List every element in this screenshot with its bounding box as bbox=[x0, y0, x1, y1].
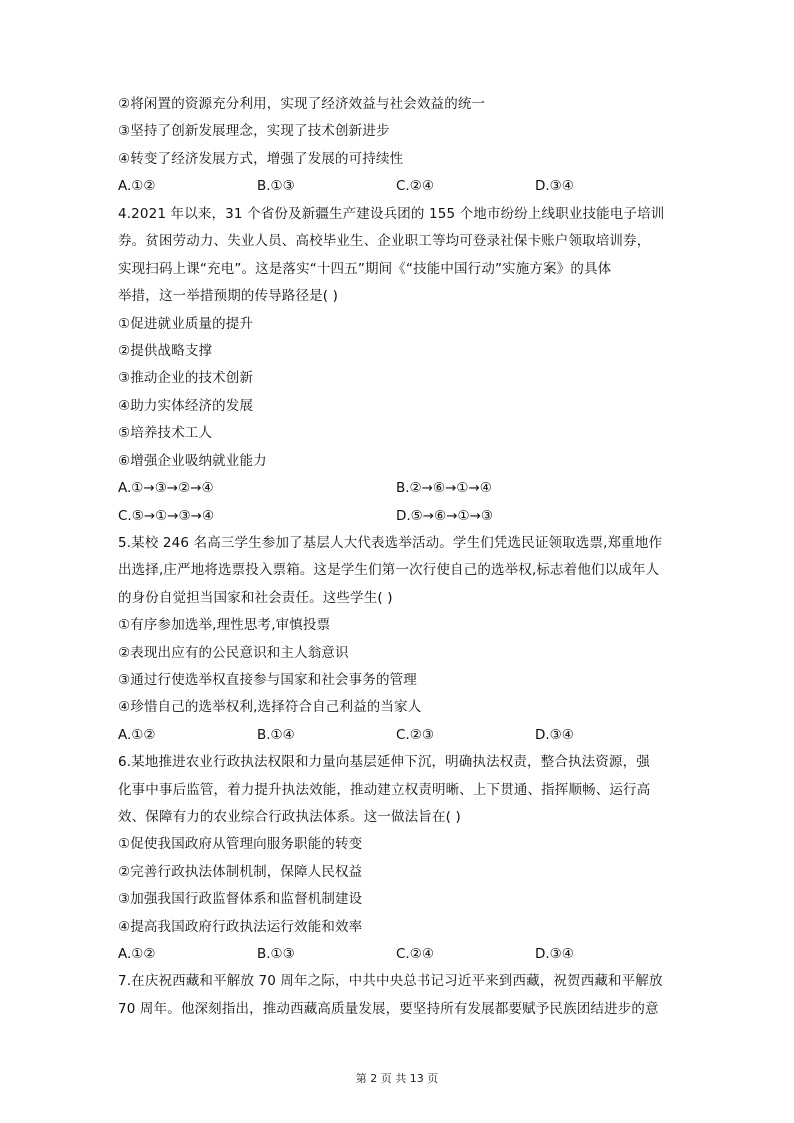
q4-item-4: ④助力实体经济的发展 bbox=[118, 398, 254, 414]
page-footer: 第 2 页 共 13 页 bbox=[355, 1072, 439, 1085]
q3-option-a: A.①② bbox=[118, 178, 156, 194]
q6-stem-line-2: 化事中事后监管，着力提升执法效能，推动建立权责明晰、上下贯通、指挥顺畅、运行高 bbox=[118, 782, 651, 798]
q4-option-d: D.⑤→⑥→①→③ bbox=[396, 508, 494, 524]
q6-option-c: C.②④ bbox=[396, 946, 434, 962]
q3-option-d: D.③④ bbox=[535, 178, 574, 194]
q6-item-3: ③加强我国行政监督体系和监督机制建设 bbox=[118, 891, 363, 907]
q4-item-2: ②提供战略支撑 bbox=[118, 343, 213, 359]
q4-stem-line-4: 举措，这一举措预期的传导路径是( ) bbox=[118, 288, 339, 304]
q6-option-a: A.①② bbox=[118, 946, 156, 962]
q5-option-d: D.③④ bbox=[535, 727, 574, 743]
q6-item-1: ①促使我国政府从管理向服务职能的转变 bbox=[118, 836, 363, 852]
q6-item-2: ②完善行政执法体制机制，保障人民权益 bbox=[118, 864, 363, 880]
q6-stem-line-3: 效、保障有力的农业综合行政执法体系。这一做法旨在( ) bbox=[118, 809, 461, 825]
q7-stem-line-1: 7.在庆祝西藏和平解放 70 周年之际，中共中央总书记习近平来到西藏，祝贺西藏和平解放 bbox=[118, 973, 663, 989]
q4-stem-line-3: 实现扫码上课“充电”。这是落实“十四五”期间《“技能中国行动”实施方案》的具体 bbox=[118, 261, 612, 277]
q5-item-3: ③通过行使选举权直接参与国家和社会事务的管理 bbox=[118, 672, 417, 688]
q6-option-d: D.③④ bbox=[535, 946, 574, 962]
q3-choice-4: ④转变了经济发展方式，增强了发展的可持续性 bbox=[118, 151, 404, 167]
q5-stem-line-3: 的身份自觉担当国家和社会责任。这些学生( ) bbox=[118, 590, 393, 606]
q4-option-b: B.②→⑥→①→④ bbox=[396, 480, 492, 496]
q4-item-5: ⑤培养技术工人 bbox=[118, 425, 213, 441]
q6-stem-line-1: 6.某地推进农业行政执法权限和力量向基层延伸下沉，明确执法权责，整合执法资源，强 bbox=[118, 754, 650, 770]
q4-stem-line-1: 4.2021 年以来，31 个省份及新疆生产建设兵团的 155 个地市纷纷上线职业技能电子培训 bbox=[118, 206, 665, 222]
q4-item-6: ⑥增强企业吸纳就业能力 bbox=[118, 453, 267, 469]
q3-choice-3: ③坚持了创新发展理念，实现了技术创新进步 bbox=[118, 123, 390, 139]
q4-item-1: ①促进就业质量的提升 bbox=[118, 316, 254, 332]
q5-option-a: A.①② bbox=[118, 727, 156, 743]
q5-option-b: B.①④ bbox=[257, 727, 295, 743]
q5-item-1: ①有序参加选举,理性思考,审慎投票 bbox=[118, 617, 331, 633]
q3-option-c: C.②④ bbox=[396, 178, 434, 194]
q4-item-3: ③推动企业的技术创新 bbox=[118, 370, 254, 386]
q4-stem-line-2: 券。贫困劳动力、失业人员、高校毕业生、企业职工等均可登录社保卡账户领取培训券， bbox=[118, 233, 651, 249]
q6-option-b: B.①③ bbox=[257, 946, 295, 962]
q5-option-c: C.②③ bbox=[396, 727, 434, 743]
q4-option-a: A.①→③→②→④ bbox=[118, 480, 214, 496]
q4-option-c: C.⑤→①→③→④ bbox=[118, 508, 215, 524]
q7-stem-line-2: 70 周年。他深刻指出，推动西藏高质量发展，要坚持所有发展都要赋予民族团结进步的意 bbox=[118, 1001, 659, 1017]
q5-stem-line-1: 5.某校 246 名高三学生参加了基层人大代表选举活动。学生们凭选民证领取选票,郑重地作 bbox=[118, 535, 663, 551]
q5-item-2: ②表现出应有的公民意识和主人翁意识 bbox=[118, 645, 349, 661]
q5-item-4: ④珍惜自己的选举权利,选择符合自己利益的当家人 bbox=[118, 699, 422, 715]
q5-stem-line-2: 出选择,庄严地将选票投入票箱。这是学生们第一次行使自己的选举权,标志着他们以成年人 bbox=[118, 562, 660, 578]
q3-option-b: B.①③ bbox=[257, 178, 295, 194]
q6-item-4: ④提高我国政府行政执法运行效能和效率 bbox=[118, 919, 363, 935]
q3-choice-2: ②将闲置的资源充分利用，实现了经济效益与社会效益的统一 bbox=[118, 96, 486, 112]
